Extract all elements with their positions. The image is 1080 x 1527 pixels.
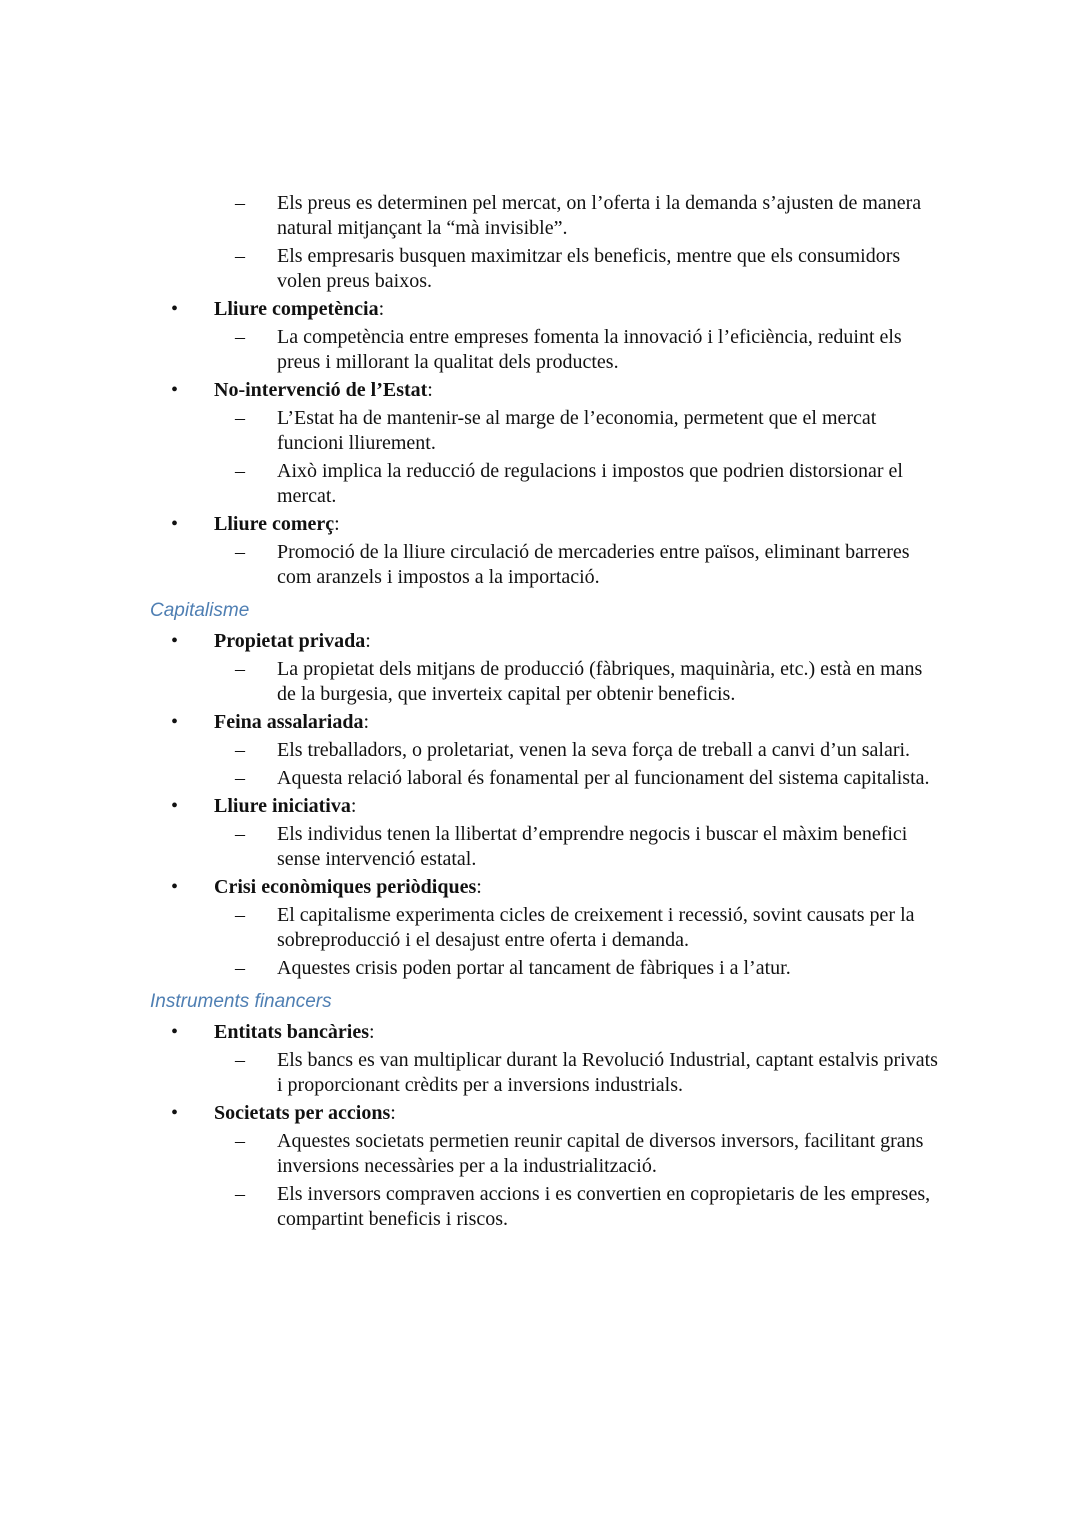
document-page (0, 188, 1080, 1234)
item-title: Societats per accions (214, 1102, 391, 1124)
sub-point: – Aquesta relació laboral és fonamental per al funcionament del sistema capitalista. (235, 767, 930, 789)
list-item-propietat-privada: • Propietat privada: – La propietat dels mitjans de producció (fàbriques, maquinària, etc.) està en mans de la burgesia, que inverteix capital per obtenir beneficis. (0, 628, 1080, 707)
list-item-lliure-comerc: • Lliure comerç: – Promoció de la lliure circulació de mercaderies entre països, eliminant barreres com aranzels i impostos a la importació. (0, 511, 1080, 590)
dash-icon: – (235, 823, 245, 845)
item-title: Lliure iniciativa (214, 795, 351, 817)
dash-icon: – (235, 1049, 245, 1071)
sub-point: – Aquestes societats permetien reunir capital de diversos inversors, facilitant grans inversions necessàries per a la industrialització. (235, 1130, 924, 1177)
bullet-icon: • (171, 795, 179, 817)
dash-icon: – (235, 1130, 245, 1152)
dash-icon: – (235, 658, 245, 680)
dash-icon: – (235, 1183, 245, 1205)
list-item-crisi-economiques: • Crisi econòmiques periòdiques: – El capitalisme experimenta cicles de creixement i recessió, sovint causats per la sobreproducció i el desajust entre oferta i demanda. – Aquestes crisis poden portar al tancament de fàbriques i a l’atur. (0, 874, 1080, 981)
sub-point: – Els inversors compraven accions i es convertien en copropietaris de les empreses, compartint beneficis i riscos. (235, 1183, 931, 1230)
dash-icon: – (235, 957, 245, 979)
dash-icon: – (235, 541, 245, 563)
bullet-icon: • (171, 298, 179, 320)
sub-point: – Promoció de la lliure circulació de mercaderies entre països, eliminant barreres com aranzels i impostos a la importació. (235, 541, 910, 588)
dash-icon: – (235, 245, 245, 267)
dash-icon: – (235, 326, 245, 348)
item-title: Propietat privada (214, 630, 366, 652)
sub-point: – La propietat dels mitjans de producció (fàbriques, maquinària, etc.) està en mans de la burgesia, que inverteix capital per obtenir beneficis. (235, 658, 923, 705)
list-item-lliure-competencia: • Lliure competència: – La competència entre empreses fomenta la innovació i l’eficiència, reduint els preus i millorant la qualitat dels productes. (0, 296, 1080, 375)
sub-point: – Això implica la reducció de regulacions i impostos que podrien distorsionar el mercat. (235, 460, 903, 507)
item-title: Lliure comerç (214, 513, 335, 535)
sub-point: – La competència entre empreses fomenta la innovació i l’eficiència, reduint els preus i millorant la qualitat dels productes. (235, 326, 902, 373)
sub-point: – L’Estat ha de mantenir-se al marge de l’economia, permetent que el mercat funcioni lliurement. (235, 407, 877, 454)
bullet-icon: • (171, 1021, 179, 1043)
bullet-icon: • (171, 630, 179, 652)
dash-icon: – (235, 192, 245, 214)
bullet-icon: • (171, 876, 179, 898)
section-heading-instruments-financers: Instruments financers (150, 991, 332, 1012)
item-title: Lliure competència (214, 298, 379, 320)
dash-icon: – (235, 767, 245, 789)
sub-point: – Els empresaris busquen maximitzar els beneficis, mentre que els consumidors volen preus baixos. (235, 245, 901, 292)
dash-icon: – (235, 460, 245, 482)
item-title: No-intervenció de l’Estat (214, 379, 428, 401)
dash-icon: – (235, 739, 245, 761)
sub-point: – Els preus es determinen pel mercat, on l’oferta i la demanda s’ajusten de manera natural mitjançant la “mà invisible”. (235, 192, 922, 239)
list-item-no-intervencio: • No-intervenció de l’Estat: – L’Estat ha de mantenir-se al marge de l’economia, permetent que el mercat funcioni lliurement. – Això implica la reducció de regulacions i impostos que podrien distorsionar el mercat. (0, 377, 1080, 509)
sub-point: – Aquestes crisis poden portar al tancament de fàbriques i a l’atur. (235, 957, 791, 979)
item-title: Feina assalariada (214, 711, 364, 733)
item-title: Crisi econòmiques periòdiques (214, 876, 477, 898)
sub-point: – Els bancs es van multiplicar durant la Revolució Industrial, captant estalvis privats i proporcionant crèdits per a inversions industrials. (235, 1049, 938, 1096)
dash-icon: – (235, 904, 245, 926)
sub-point: – Els treballadors, o proletariat, venen la seva força de treball a canvi d’un salari. (235, 739, 911, 761)
item-title: Entitats bancàries (214, 1021, 369, 1043)
bullet-icon: • (171, 379, 179, 401)
list-item-entitats-bancaries: • Entitats bancàries: – Els bancs es van multiplicar durant la Revolució Industrial, captant estalvis privats i proporcionant crèdits per a inversions industrials. (0, 1019, 1080, 1098)
sub-point: – El capitalisme experimenta cicles de creixement i recessió, sovint causats per la sobreproducció i el desajust entre oferta i demanda. (235, 904, 915, 951)
list-item-societats-per-accions: • Societats per accions: – Aquestes societats permetien reunir capital de diversos inversors, facilitant grans inversions necessàries per a la industrialització. – Els inversors compraven accions i es convertien en copropietaris de les empreses, compartint beneficis i riscos. (0, 1100, 1080, 1232)
intro-group (0, 191, 1080, 294)
list-item-feina-assalariada: • Feina assalariada: – Els treballadors, o proletariat, venen la seva força de treball a canvi d’un salari. – Aquesta relació laboral és fonamental per al funcionament del sistema capitalista. (0, 709, 1080, 791)
dash-icon: – (235, 407, 245, 429)
bullet-icon: • (171, 513, 179, 535)
bullet-icon: • (171, 1102, 179, 1124)
section-heading-capitalisme: Capitalisme (150, 600, 250, 621)
sub-point: – Els individus tenen la llibertat d’emprendre negocis i buscar el màxim benefici sense intervenció estatal. (235, 823, 908, 870)
bullet-icon: • (171, 711, 179, 733)
list-item-lliure-iniciativa: • Lliure iniciativa: – Els individus tenen la llibertat d’emprendre negocis i buscar el màxim benefici sense intervenció estatal. (0, 793, 1080, 872)
